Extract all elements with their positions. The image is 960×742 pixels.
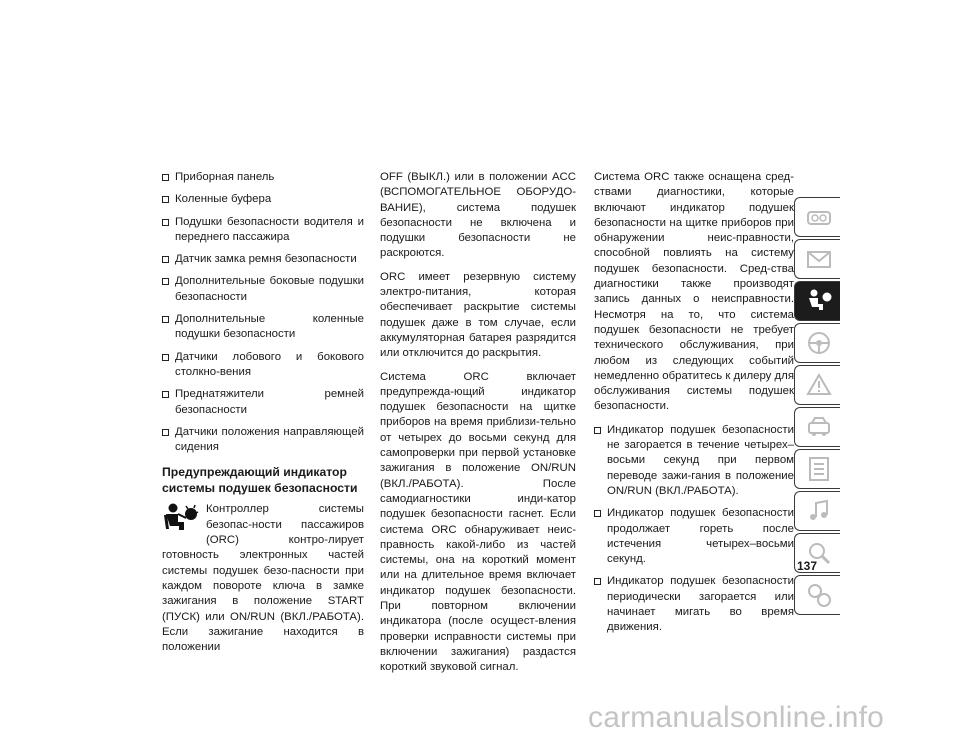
checkbox-bullet-icon	[162, 219, 169, 226]
tab-specifications[interactable]	[794, 449, 840, 489]
checkbox-bullet-icon	[594, 578, 601, 585]
language-icon	[805, 581, 833, 609]
tab-languages[interactable]	[794, 575, 840, 615]
column-right	[594, 170, 794, 643]
tab-dashboard[interactable]	[794, 197, 840, 237]
checkbox-bullet-icon	[162, 354, 169, 361]
paragraph: Система ORC включает предупрежда-ющий индикатор подушек безопасности на щитке приборов на время приблизи-тельно от четырех до восьми секунд для самопроверки при первой установке зажигания в положение ON/RUN (ВКЛ./РАБОТА). После самодиагностики инди-катор подушек безопасности гаснет. Если система ORC обнаруживает неис-правность какой-либо из частей системы, она на короткий момент или на длительное время включает индикатор подушек безопасности. При повторном включении индикатора (после осущест-вления проверки исправности системы при включении зажигания) раздастся короткий звуковой сигнал.	[380, 370, 576, 674]
list-item: Преднатяжители ремней безопасности	[162, 387, 364, 418]
checkbox-bullet-icon	[162, 316, 169, 323]
tab-messages[interactable]	[794, 239, 840, 279]
checkbox-bullet-icon	[162, 278, 169, 285]
envelope-icon	[805, 245, 833, 273]
list-item: Коленные буфера	[162, 192, 364, 207]
list-item: Приборная панель	[162, 170, 364, 185]
list-item: Датчики положения направляющей сидения	[162, 425, 364, 456]
list-item: Индикатор подушек безопасности периодически загорается или начинает мигать во время движения.	[594, 574, 794, 635]
column-middle	[380, 170, 576, 684]
section-tabs	[794, 197, 842, 617]
watermark: carmanualsonline.info	[588, 701, 885, 734]
car-dashboard-icon	[805, 203, 833, 231]
checkbox-bullet-icon	[162, 391, 169, 398]
tab-multimedia[interactable]	[794, 491, 840, 531]
checkbox-bullet-icon	[162, 174, 169, 181]
tab-emergency[interactable]	[794, 365, 840, 405]
list-item: Датчик замка ремня безопасности	[162, 252, 364, 267]
column-left	[162, 170, 364, 655]
music-note-icon	[805, 497, 833, 525]
list-item: Подушки безопасности водителя и переднего пассажира	[162, 215, 364, 246]
section-heading: Предупреждающий индикатор системы подушек безопасности	[162, 465, 358, 495]
warning-car-icon	[805, 371, 833, 399]
car-service-icon	[805, 413, 833, 441]
tab-driving[interactable]	[794, 323, 840, 363]
list-item: Датчики лобового и бокового столкно-вения	[162, 350, 364, 381]
airbag-intro-paragraph: Контроллер системы безопас-ности пассажиров (ORC) контро-лирует готовность электронных частей системы подушек безо-пасности при каждом повороте ключа в замке зажигания в положение START (ПУСК) или ON/RUN (ВКЛ./РАБОТА). Если зажигание находится в положении	[162, 503, 364, 654]
tab-safety[interactable]	[794, 281, 840, 321]
checkbox-bullet-icon	[162, 256, 169, 263]
steering-wheel-icon	[805, 329, 833, 357]
checkbox-bullet-icon	[594, 510, 601, 517]
airbag-warning-icon	[162, 502, 202, 538]
checkbox-bullet-icon	[594, 427, 601, 434]
list-item: Дополнительные коленные подушки безопасности	[162, 312, 364, 343]
checkbox-bullet-icon	[162, 429, 169, 436]
checklist-icon	[805, 455, 833, 483]
list-item: Индикатор подушек безопасности продолжает гореть после истечения четырех–восьми секунд.	[594, 506, 794, 567]
airbag-person-icon	[805, 287, 833, 315]
list-item: Дополнительные боковые подушки безопасности	[162, 274, 364, 305]
paragraph: Система ORC также оснащена сред-ствами диагностики, которые включают индикатор подушек безопасности на щитке приборов при обнаружении неис-правности, способной повлиять на систему подушек безопасности. Сред-ства диагностики также производят запись данных о неисправности. Несмотря на то, что система подушек безопасности не требует технического обслуживания, при любом из следующих событий немедленно обратитесь к дилеру для обслуживания системы подушек безопасности.	[594, 171, 794, 413]
tab-service[interactable]	[794, 407, 840, 447]
list-item: Индикатор подушек безопасности не загорается в течение четырех–восьми секунд при первом переводе зажи-гания в положение ON/RUN (ВКЛ./РАБОТА).	[594, 423, 794, 499]
checkbox-bullet-icon	[162, 196, 169, 203]
paragraph: ORC имеет резервную систему электро-питания, которая обеспечивает раскрытие системы подушек даже в том случае, если аккумуляторная батарея разрядится или отключится до раскрытия.	[380, 270, 576, 360]
page-number: 137	[797, 559, 818, 573]
paragraph: OFF (ВЫКЛ.) или в положении ACC (ВСПОМОГАТЕЛЬНОЕ ОБОРУДО-ВАНИЕ), система подушек безопасности не включена и подушки безопасности не раскроются.	[380, 171, 576, 260]
